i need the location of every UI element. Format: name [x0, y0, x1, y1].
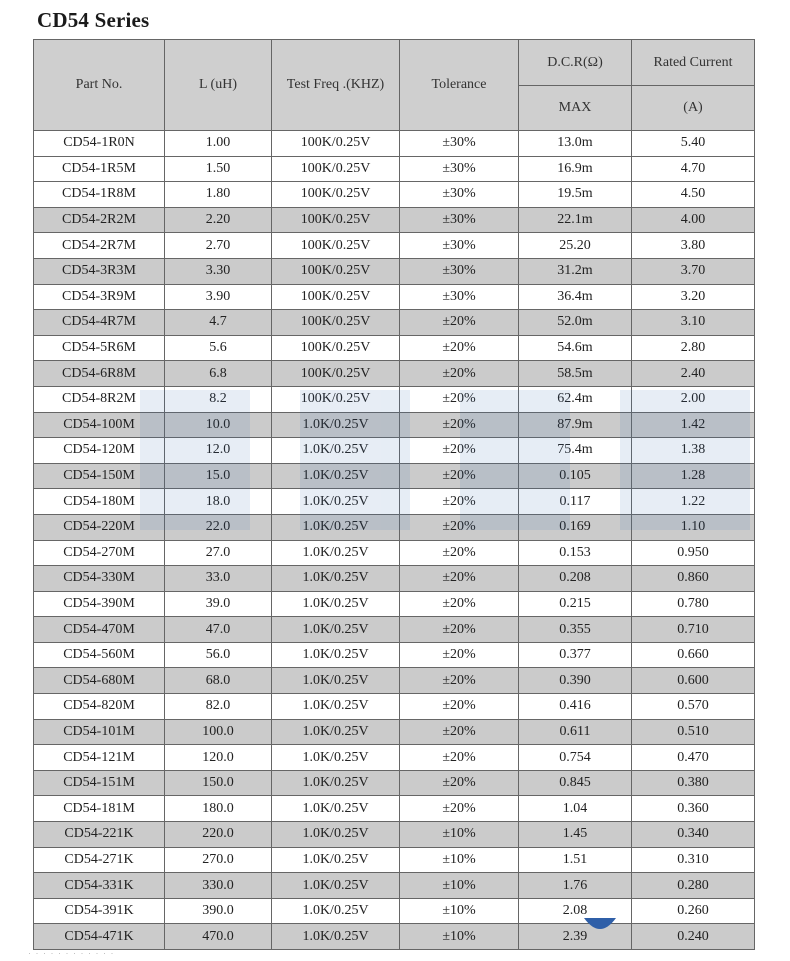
cell-test-freq: 1.0K/0.25V — [272, 463, 400, 489]
cell-inductance: 82.0 — [165, 694, 272, 720]
cell-inductance: 15.0 — [165, 463, 272, 489]
cell-dcr: 25.20 — [519, 233, 632, 259]
cell-part-no: CD54-470M — [34, 617, 165, 643]
cell-dcr: 19.5m — [519, 182, 632, 208]
cell-inductance: 10.0 — [165, 412, 272, 438]
table-body — [34, 131, 755, 950]
cell-dcr: 0.355 — [519, 617, 632, 643]
cell-tolerance: ±20% — [400, 540, 519, 566]
cell-dcr: 16.9m — [519, 156, 632, 182]
cell-tolerance: ±20% — [400, 694, 519, 720]
cell-test-freq: 100K/0.25V — [272, 335, 400, 361]
cell-rated-current: 2.40 — [632, 361, 755, 387]
cell-inductance: 100.0 — [165, 719, 272, 745]
cell-inductance: 390.0 — [165, 898, 272, 924]
table-row — [34, 284, 755, 310]
cell-dcr: 0.416 — [519, 694, 632, 720]
cell-part-no: CD54-101M — [34, 719, 165, 745]
cell-tolerance: ±20% — [400, 566, 519, 592]
cell-tolerance: ±20% — [400, 617, 519, 643]
cell-rated-current: 0.380 — [632, 770, 755, 796]
cell-tolerance: ±20% — [400, 335, 519, 361]
cell-part-no: CD54-121M — [34, 745, 165, 771]
header-inductance: L (uH) — [165, 40, 272, 131]
table-row — [34, 591, 755, 617]
table-row — [34, 335, 755, 361]
table-row — [34, 361, 755, 387]
cell-rated-current: 4.50 — [632, 182, 755, 208]
cell-dcr: 0.611 — [519, 719, 632, 745]
cell-tolerance: ±10% — [400, 847, 519, 873]
cell-part-no: CD54-2R2M — [34, 207, 165, 233]
cell-dcr: 0.169 — [519, 514, 632, 540]
cell-inductance: 270.0 — [165, 847, 272, 873]
cell-part-no: CD54-1R8M — [34, 182, 165, 208]
header-rated-current: Rated Current — [632, 40, 755, 86]
header-tolerance: Tolerance — [400, 40, 519, 131]
cell-part-no: CD54-4R7M — [34, 310, 165, 336]
table-row — [34, 796, 755, 822]
cell-rated-current: 0.310 — [632, 847, 755, 873]
cell-tolerance: ±20% — [400, 386, 519, 412]
table-row — [34, 668, 755, 694]
cell-tolerance: ±30% — [400, 233, 519, 259]
cell-part-no: CD54-2R7M — [34, 233, 165, 259]
header-row — [34, 40, 755, 86]
cell-part-no: CD54-180M — [34, 489, 165, 515]
cell-rated-current: 4.00 — [632, 207, 755, 233]
cell-inductance: 2.70 — [165, 233, 272, 259]
cell-rated-current: 3.20 — [632, 284, 755, 310]
cell-dcr: 0.377 — [519, 642, 632, 668]
cell-rated-current: 0.570 — [632, 694, 755, 720]
cell-tolerance: ±30% — [400, 258, 519, 284]
cell-part-no: CD54-8R2M — [34, 386, 165, 412]
cell-dcr: 58.5m — [519, 361, 632, 387]
cell-dcr: 2.08 — [519, 898, 632, 924]
header-part-no: Part No. — [34, 40, 165, 131]
cell-test-freq: 1.0K/0.25V — [272, 796, 400, 822]
cell-dcr: 0.754 — [519, 745, 632, 771]
cell-rated-current: 0.240 — [632, 924, 755, 950]
cell-part-no: CD54-151M — [34, 770, 165, 796]
table-row — [34, 617, 755, 643]
cell-tolerance: ±10% — [400, 873, 519, 899]
cell-test-freq: 1.0K/0.25V — [272, 694, 400, 720]
table-row — [34, 745, 755, 771]
cell-inductance: 3.90 — [165, 284, 272, 310]
table-row — [34, 489, 755, 515]
cell-part-no: CD54-271K — [34, 847, 165, 873]
cell-part-no: CD54-1R0N — [34, 131, 165, 157]
cell-inductance: 27.0 — [165, 540, 272, 566]
cell-inductance: 18.0 — [165, 489, 272, 515]
header-dcr: D.C.R(Ω) — [519, 40, 632, 86]
cell-dcr: 22.1m — [519, 207, 632, 233]
cell-part-no: CD54-1R5M — [34, 156, 165, 182]
cell-part-no: CD54-270M — [34, 540, 165, 566]
blue-badge-icon — [583, 918, 617, 936]
table-row — [34, 719, 755, 745]
cell-part-no: CD54-181M — [34, 796, 165, 822]
cell-inductance: 330.0 — [165, 873, 272, 899]
cell-dcr: 31.2m — [519, 258, 632, 284]
cell-tolerance: ±20% — [400, 489, 519, 515]
cell-rated-current: 1.28 — [632, 463, 755, 489]
cell-dcr: 36.4m — [519, 284, 632, 310]
cell-rated-current: 3.70 — [632, 258, 755, 284]
spec-table — [33, 39, 755, 950]
cell-tolerance: ±20% — [400, 361, 519, 387]
cell-inductance: 33.0 — [165, 566, 272, 592]
cell-test-freq: 1.0K/0.25V — [272, 745, 400, 771]
cell-test-freq: 1.0K/0.25V — [272, 591, 400, 617]
cell-tolerance: ±20% — [400, 514, 519, 540]
table-row — [34, 438, 755, 464]
cell-rated-current: 2.00 — [632, 386, 755, 412]
cell-dcr: 0.215 — [519, 591, 632, 617]
cell-rated-current: 2.80 — [632, 335, 755, 361]
cell-test-freq: 1.0K/0.25V — [272, 617, 400, 643]
cell-inductance: 12.0 — [165, 438, 272, 464]
cell-part-no: CD54-680M — [34, 668, 165, 694]
table-row — [34, 924, 755, 950]
table-row — [34, 873, 755, 899]
cell-dcr: 0.105 — [519, 463, 632, 489]
cell-test-freq: 100K/0.25V — [272, 131, 400, 157]
table-row — [34, 463, 755, 489]
table-row — [34, 233, 755, 259]
cell-test-freq: 1.0K/0.25V — [272, 822, 400, 848]
cell-dcr: 75.4m — [519, 438, 632, 464]
cell-part-no: CD54-330M — [34, 566, 165, 592]
cell-inductance: 6.8 — [165, 361, 272, 387]
table-row — [34, 386, 755, 412]
cell-rated-current: 0.280 — [632, 873, 755, 899]
cell-tolerance: ±20% — [400, 668, 519, 694]
page-title: CD54 Series — [37, 8, 150, 32]
cell-tolerance: ±20% — [400, 642, 519, 668]
cell-test-freq: 1.0K/0.25V — [272, 770, 400, 796]
cell-inductance: 5.6 — [165, 335, 272, 361]
cell-part-no: CD54-120M — [34, 438, 165, 464]
cell-inductance: 56.0 — [165, 642, 272, 668]
cell-tolerance: ±10% — [400, 898, 519, 924]
cell-inductance: 68.0 — [165, 668, 272, 694]
cell-test-freq: 100K/0.25V — [272, 182, 400, 208]
cell-rated-current: 0.260 — [632, 898, 755, 924]
cell-test-freq: 1.0K/0.25V — [272, 566, 400, 592]
cell-test-freq: 100K/0.25V — [272, 361, 400, 387]
header-test-freq: Test Freq .(KHZ) — [272, 40, 400, 131]
cell-inductance: 120.0 — [165, 745, 272, 771]
cell-test-freq: 1.0K/0.25V — [272, 438, 400, 464]
cell-test-freq: 1.0K/0.25V — [272, 873, 400, 899]
cell-test-freq: 1.0K/0.25V — [272, 924, 400, 950]
cell-test-freq: 1.0K/0.25V — [272, 719, 400, 745]
cell-test-freq: 100K/0.25V — [272, 284, 400, 310]
cell-dcr: 1.51 — [519, 847, 632, 873]
cell-inductance: 8.2 — [165, 386, 272, 412]
cell-dcr: 54.6m — [519, 335, 632, 361]
cell-test-freq: 100K/0.25V — [272, 310, 400, 336]
cell-rated-current: 4.70 — [632, 156, 755, 182]
cell-test-freq: 1.0K/0.25V — [272, 847, 400, 873]
cell-rated-current: 3.80 — [632, 233, 755, 259]
cell-test-freq: 1.0K/0.25V — [272, 540, 400, 566]
cell-rated-current: 0.660 — [632, 642, 755, 668]
table-row — [34, 182, 755, 208]
cell-rated-current: 1.22 — [632, 489, 755, 515]
table-row — [34, 310, 755, 336]
cell-part-no: CD54-150M — [34, 463, 165, 489]
cell-part-no: CD54-390M — [34, 591, 165, 617]
cell-tolerance: ±20% — [400, 796, 519, 822]
cell-rated-current: 0.360 — [632, 796, 755, 822]
cell-rated-current: 0.860 — [632, 566, 755, 592]
cell-tolerance: ±20% — [400, 463, 519, 489]
cell-inductance: 1.80 — [165, 182, 272, 208]
cell-part-no: CD54-221K — [34, 822, 165, 848]
cell-rated-current: 0.600 — [632, 668, 755, 694]
table-row — [34, 258, 755, 284]
cell-tolerance: ±20% — [400, 770, 519, 796]
cell-part-no: CD54-100M — [34, 412, 165, 438]
cell-inductance: 150.0 — [165, 770, 272, 796]
table-row — [34, 847, 755, 873]
cell-dcr: 1.45 — [519, 822, 632, 848]
cell-rated-current: 3.10 — [632, 310, 755, 336]
table-row — [34, 156, 755, 182]
table-row — [34, 898, 755, 924]
cell-tolerance: ±30% — [400, 131, 519, 157]
cell-test-freq: 100K/0.25V — [272, 207, 400, 233]
cell-tolerance: ±30% — [400, 284, 519, 310]
cell-part-no: CD54-560M — [34, 642, 165, 668]
cell-rated-current: 0.340 — [632, 822, 755, 848]
cell-inductance: 39.0 — [165, 591, 272, 617]
cell-test-freq: 1.0K/0.25V — [272, 514, 400, 540]
cell-test-freq: 1.0K/0.25V — [272, 412, 400, 438]
cell-tolerance: ±30% — [400, 182, 519, 208]
cell-rated-current: 0.780 — [632, 591, 755, 617]
cell-inductance: 220.0 — [165, 822, 272, 848]
spec-table-wrapper — [33, 39, 754, 944]
cell-test-freq: 100K/0.25V — [272, 258, 400, 284]
cell-tolerance: ±10% — [400, 924, 519, 950]
header-dcr-max: MAX — [519, 86, 632, 131]
cell-rated-current: 1.38 — [632, 438, 755, 464]
cell-tolerance: ±30% — [400, 156, 519, 182]
cell-part-no: CD54-6R8M — [34, 361, 165, 387]
cell-inductance: 22.0 — [165, 514, 272, 540]
table-row — [34, 694, 755, 720]
cell-inductance: 1.50 — [165, 156, 272, 182]
cell-dcr: 0.208 — [519, 566, 632, 592]
cell-tolerance: ±20% — [400, 745, 519, 771]
table-row — [34, 540, 755, 566]
cell-part-no: CD54-220M — [34, 514, 165, 540]
table-row — [34, 131, 755, 157]
cell-dcr: 1.76 — [519, 873, 632, 899]
cell-test-freq: 100K/0.25V — [272, 386, 400, 412]
cell-dcr: 0.845 — [519, 770, 632, 796]
cell-inductance: 180.0 — [165, 796, 272, 822]
table-row — [34, 412, 755, 438]
cell-rated-current: 5.40 — [632, 131, 755, 157]
cell-test-freq: 1.0K/0.25V — [272, 668, 400, 694]
cell-dcr: 62.4m — [519, 386, 632, 412]
cell-test-freq: 1.0K/0.25V — [272, 642, 400, 668]
cell-tolerance: ±20% — [400, 310, 519, 336]
cell-part-no: CD54-471K — [34, 924, 165, 950]
cell-part-no: CD54-820M — [34, 694, 165, 720]
cell-dcr: 0.117 — [519, 489, 632, 515]
table-row — [34, 770, 755, 796]
cell-dcr: 13.0m — [519, 131, 632, 157]
cell-test-freq: 1.0K/0.25V — [272, 489, 400, 515]
header-rated-current-unit: (A) — [632, 86, 755, 131]
cell-inductance: 470.0 — [165, 924, 272, 950]
cell-inductance: 2.20 — [165, 207, 272, 233]
cell-test-freq: 100K/0.25V — [272, 233, 400, 259]
cell-tolerance: ±20% — [400, 591, 519, 617]
cell-part-no: CD54-391K — [34, 898, 165, 924]
cell-rated-current: 0.510 — [632, 719, 755, 745]
table-row — [34, 822, 755, 848]
cell-inductance: 1.00 — [165, 131, 272, 157]
cell-dcr: 52.0m — [519, 310, 632, 336]
cell-rated-current: 0.710 — [632, 617, 755, 643]
cell-rated-current: 1.42 — [632, 412, 755, 438]
footer-strip: · · · · · · · · · · · · — [28, 948, 115, 958]
cell-tolerance: ±20% — [400, 438, 519, 464]
cell-dcr: 87.9m — [519, 412, 632, 438]
cell-tolerance: ±30% — [400, 207, 519, 233]
table-row — [34, 642, 755, 668]
table-row — [34, 566, 755, 592]
cell-inductance: 4.7 — [165, 310, 272, 336]
cell-rated-current: 0.470 — [632, 745, 755, 771]
cell-rated-current: 1.10 — [632, 514, 755, 540]
cell-part-no: CD54-3R3M — [34, 258, 165, 284]
cell-inductance: 3.30 — [165, 258, 272, 284]
cell-dcr: 1.04 — [519, 796, 632, 822]
cell-inductance: 47.0 — [165, 617, 272, 643]
cell-tolerance: ±20% — [400, 412, 519, 438]
cell-dcr: 2.39 — [519, 924, 632, 950]
cell-test-freq: 1.0K/0.25V — [272, 898, 400, 924]
cell-tolerance: ±20% — [400, 719, 519, 745]
cell-part-no: CD54-5R6M — [34, 335, 165, 361]
cell-part-no: CD54-331K — [34, 873, 165, 899]
cell-rated-current: 0.950 — [632, 540, 755, 566]
cell-dcr: 0.153 — [519, 540, 632, 566]
cell-tolerance: ±10% — [400, 822, 519, 848]
cell-dcr: 0.390 — [519, 668, 632, 694]
table-row — [34, 207, 755, 233]
cell-part-no: CD54-3R9M — [34, 284, 165, 310]
table-row — [34, 514, 755, 540]
cell-test-freq: 100K/0.25V — [272, 156, 400, 182]
